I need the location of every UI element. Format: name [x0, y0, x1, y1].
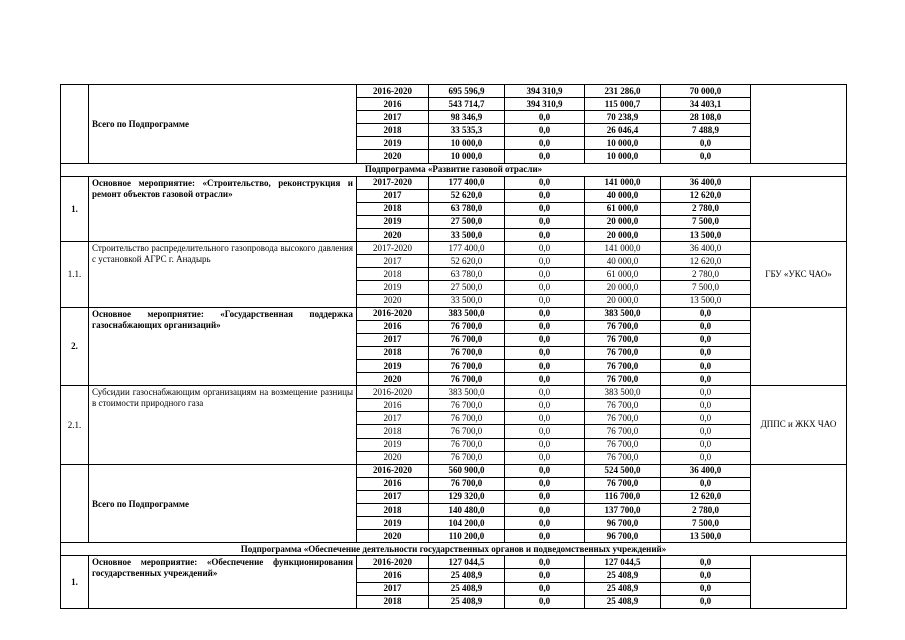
regional-cell: 76 700,0	[585, 346, 661, 359]
total-cell: 25 408,9	[429, 595, 505, 608]
regional-cell: 76 700,0	[585, 477, 661, 490]
regional-cell: 76 700,0	[585, 425, 661, 438]
period-cell: 2017	[357, 189, 429, 202]
other-cell: 70 000,0	[661, 85, 751, 98]
executor-cell	[751, 556, 847, 608]
other-cell: 13 500,0	[661, 530, 751, 543]
item-index	[61, 85, 89, 164]
other-cell: 0,0	[661, 346, 751, 359]
federal-cell: 0,0	[505, 556, 585, 569]
total-cell: 10 000,0	[429, 137, 505, 150]
federal-cell: 394 310,9	[505, 85, 585, 98]
table-row	[61, 464, 847, 477]
regional-cell: 137 700,0	[585, 504, 661, 517]
period-cell: 2016-2020	[357, 85, 429, 98]
federal-cell: 0,0	[505, 255, 585, 268]
total-cell: 52 620,0	[429, 189, 505, 202]
federal-cell: 0,0	[505, 281, 585, 294]
other-cell: 7 500,0	[661, 517, 751, 530]
period-cell: 2018	[357, 595, 429, 608]
total-cell: 76 700,0	[429, 320, 505, 333]
executor-cell	[751, 464, 847, 543]
other-cell: 36 400,0	[661, 464, 751, 477]
period-cell: 2018	[357, 124, 429, 137]
table-row	[61, 176, 847, 189]
period-cell: 2018	[357, 504, 429, 517]
period-cell: 2017	[357, 582, 429, 595]
total-cell: 129 320,0	[429, 490, 505, 503]
period-cell: 2016-2020	[357, 386, 429, 399]
other-cell: 13 500,0	[661, 229, 751, 242]
other-cell: 0,0	[661, 477, 751, 490]
item-name: Основное мероприятие: «Строительство, реконструкция и ремонт объектов газовой отрасли»	[89, 176, 357, 241]
other-cell: 0,0	[661, 373, 751, 386]
other-cell: 0,0	[661, 137, 751, 150]
federal-cell: 0,0	[505, 202, 585, 215]
other-cell: 0,0	[661, 582, 751, 595]
federal-cell: 0,0	[505, 215, 585, 228]
regional-cell: 76 700,0	[585, 359, 661, 372]
period-cell: 2019	[357, 517, 429, 530]
period-cell: 2016	[357, 399, 429, 412]
total-cell: 25 408,9	[429, 569, 505, 582]
total-cell: 33 500,0	[429, 229, 505, 242]
federal-cell: 0,0	[505, 373, 585, 386]
total-cell: 76 700,0	[429, 451, 505, 464]
federal-cell: 0,0	[505, 399, 585, 412]
other-cell: 34 403,1	[661, 98, 751, 111]
total-cell: 76 700,0	[429, 346, 505, 359]
other-cell: 36 400,0	[661, 242, 751, 255]
regional-cell: 96 700,0	[585, 517, 661, 530]
executor-cell	[751, 85, 847, 164]
executor-cell: ДППС и ЖКХ ЧАО	[751, 386, 847, 465]
period-cell: 2016-2020	[357, 556, 429, 569]
regional-cell: 141 000,0	[585, 242, 661, 255]
regional-cell: 40 000,0	[585, 189, 661, 202]
regional-cell: 76 700,0	[585, 373, 661, 386]
total-cell: 76 700,0	[429, 399, 505, 412]
federal-cell: 0,0	[505, 595, 585, 608]
regional-cell: 116 700,0	[585, 490, 661, 503]
total-cell: 27 500,0	[429, 281, 505, 294]
federal-cell: 0,0	[505, 176, 585, 189]
federal-cell: 0,0	[505, 451, 585, 464]
federal-cell: 0,0	[505, 189, 585, 202]
other-cell: 0,0	[661, 438, 751, 451]
regional-cell: 20 000,0	[585, 294, 661, 307]
item-index: 1.	[61, 556, 89, 608]
total-cell: 76 700,0	[429, 438, 505, 451]
total-cell: 27 500,0	[429, 215, 505, 228]
item-name: Основное мероприятие: «Государственная поддержка газоснабжающих организаций»	[89, 307, 357, 386]
regional-cell: 115 000,7	[585, 98, 661, 111]
other-cell: 0,0	[661, 412, 751, 425]
regional-cell: 76 700,0	[585, 399, 661, 412]
subprogram-heading: Подпрограмма «Развитие газовой отрасли»	[61, 163, 847, 176]
regional-cell: 61 000,0	[585, 268, 661, 281]
regional-cell: 25 408,9	[585, 595, 661, 608]
item-index: 2.	[61, 307, 89, 386]
other-cell: 0,0	[661, 556, 751, 569]
other-cell: 13 500,0	[661, 294, 751, 307]
period-cell: 2016	[357, 320, 429, 333]
table-row	[61, 242, 847, 255]
regional-cell: 20 000,0	[585, 215, 661, 228]
federal-cell: 0,0	[505, 294, 585, 307]
table-row	[61, 556, 847, 569]
period-cell: 2018	[357, 346, 429, 359]
total-cell: 63 780,0	[429, 268, 505, 281]
other-cell: 36 400,0	[661, 176, 751, 189]
federal-cell: 0,0	[505, 359, 585, 372]
federal-cell: 394 310,9	[505, 98, 585, 111]
regional-cell: 10 000,0	[585, 137, 661, 150]
federal-cell: 0,0	[505, 386, 585, 399]
federal-cell: 0,0	[505, 425, 585, 438]
other-cell: 0,0	[661, 451, 751, 464]
federal-cell: 0,0	[505, 569, 585, 582]
subprogram-heading-row	[61, 163, 847, 176]
regional-cell: 40 000,0	[585, 255, 661, 268]
regional-cell: 25 408,9	[585, 582, 661, 595]
period-cell: 2020	[357, 373, 429, 386]
total-cell: 104 200,0	[429, 517, 505, 530]
period-cell: 2016-2020	[357, 307, 429, 320]
period-cell: 2020	[357, 451, 429, 464]
federal-cell: 0,0	[505, 320, 585, 333]
total-cell: 177 400,0	[429, 176, 505, 189]
other-cell: 2 780,0	[661, 202, 751, 215]
federal-cell: 0,0	[505, 582, 585, 595]
total-cell: 76 700,0	[429, 333, 505, 346]
period-cell: 2017	[357, 255, 429, 268]
other-cell: 0,0	[661, 386, 751, 399]
federal-cell: 0,0	[505, 438, 585, 451]
total-cell: 383 500,0	[429, 386, 505, 399]
item-name: Строительство распределительного газопровода высокого давления с установкой АГРС г. Анадырь	[89, 242, 357, 307]
federal-cell: 0,0	[505, 346, 585, 359]
table-row	[61, 85, 847, 98]
other-cell: 0,0	[661, 595, 751, 608]
other-cell: 12 620,0	[661, 255, 751, 268]
item-index: 1.1.	[61, 242, 89, 307]
federal-cell: 0,0	[505, 517, 585, 530]
total-cell: 543 714,7	[429, 98, 505, 111]
period-cell: 2019	[357, 359, 429, 372]
other-cell: 2 780,0	[661, 504, 751, 517]
item-name: Всего по Подпрограмме	[89, 464, 357, 543]
other-cell: 0,0	[661, 569, 751, 582]
other-cell: 7 500,0	[661, 281, 751, 294]
period-cell: 2017	[357, 490, 429, 503]
federal-cell: 0,0	[505, 307, 585, 320]
other-cell: 2 780,0	[661, 268, 751, 281]
federal-cell: 0,0	[505, 229, 585, 242]
federal-cell: 0,0	[505, 504, 585, 517]
total-cell: 76 700,0	[429, 412, 505, 425]
federal-cell: 0,0	[505, 124, 585, 137]
other-cell: 0,0	[661, 320, 751, 333]
regional-cell: 25 408,9	[585, 569, 661, 582]
total-cell: 25 408,9	[429, 582, 505, 595]
period-cell: 2017	[357, 111, 429, 124]
total-cell: 33 535,3	[429, 124, 505, 137]
federal-cell: 0,0	[505, 477, 585, 490]
other-cell: 0,0	[661, 359, 751, 372]
executor-cell	[751, 307, 847, 386]
total-cell: 76 700,0	[429, 477, 505, 490]
regional-cell: 61 000,0	[585, 202, 661, 215]
federal-cell: 0,0	[505, 242, 585, 255]
period-cell: 2016	[357, 569, 429, 582]
total-cell: 98 346,9	[429, 111, 505, 124]
regional-cell: 524 500,0	[585, 464, 661, 477]
total-cell: 177 400,0	[429, 242, 505, 255]
federal-cell: 0,0	[505, 464, 585, 477]
other-cell: 12 620,0	[661, 189, 751, 202]
period-cell: 2016	[357, 98, 429, 111]
period-cell: 2017	[357, 412, 429, 425]
regional-cell: 70 238,9	[585, 111, 661, 124]
executor-cell: ГБУ «УКС ЧАО»	[751, 242, 847, 307]
total-cell: 140 480,0	[429, 504, 505, 517]
period-cell: 2017-2020	[357, 242, 429, 255]
period-cell: 2018	[357, 425, 429, 438]
other-cell: 0,0	[661, 150, 751, 163]
item-name: Субсидии газоснабжающим организациям на возмещение разницы в стоимости природного газа	[89, 386, 357, 465]
subprogram-heading-row	[61, 543, 847, 556]
other-cell: 7 500,0	[661, 215, 751, 228]
total-cell: 76 700,0	[429, 373, 505, 386]
other-cell: 0,0	[661, 425, 751, 438]
period-cell: 2019	[357, 438, 429, 451]
total-cell: 560 900,0	[429, 464, 505, 477]
regional-cell: 20 000,0	[585, 281, 661, 294]
period-cell: 2017-2020	[357, 176, 429, 189]
federal-cell: 0,0	[505, 137, 585, 150]
regional-cell: 76 700,0	[585, 333, 661, 346]
other-cell: 0,0	[661, 307, 751, 320]
regional-cell: 10 000,0	[585, 150, 661, 163]
item-index: 2.1.	[61, 386, 89, 465]
budget-table	[60, 84, 847, 609]
total-cell: 695 596,9	[429, 85, 505, 98]
period-cell: 2020	[357, 229, 429, 242]
regional-cell: 20 000,0	[585, 229, 661, 242]
subprogram-heading: Подпрограмма «Обеспечение деятельности государственных органов и подведомственных учреждений»	[61, 543, 847, 556]
total-cell: 383 500,0	[429, 307, 505, 320]
regional-cell: 76 700,0	[585, 438, 661, 451]
regional-cell: 76 700,0	[585, 412, 661, 425]
regional-cell: 127 044,5	[585, 556, 661, 569]
period-cell: 2018	[357, 202, 429, 215]
total-cell: 33 500,0	[429, 294, 505, 307]
other-cell: 12 620,0	[661, 490, 751, 503]
other-cell: 0,0	[661, 399, 751, 412]
table-row	[61, 386, 847, 399]
period-cell: 2018	[357, 268, 429, 281]
federal-cell: 0,0	[505, 150, 585, 163]
period-cell: 2017	[357, 333, 429, 346]
total-cell: 10 000,0	[429, 150, 505, 163]
federal-cell: 0,0	[505, 333, 585, 346]
period-cell: 2019	[357, 215, 429, 228]
regional-cell: 383 500,0	[585, 386, 661, 399]
federal-cell: 0,0	[505, 111, 585, 124]
period-cell: 2019	[357, 281, 429, 294]
total-cell: 52 620,0	[429, 255, 505, 268]
period-cell: 2020	[357, 294, 429, 307]
regional-cell: 231 286,0	[585, 85, 661, 98]
regional-cell: 76 700,0	[585, 451, 661, 464]
item-name: Всего по Подпрограмме	[89, 85, 357, 164]
total-cell: 76 700,0	[429, 425, 505, 438]
regional-cell: 96 700,0	[585, 530, 661, 543]
federal-cell: 0,0	[505, 268, 585, 281]
other-cell: 0,0	[661, 333, 751, 346]
federal-cell: 0,0	[505, 490, 585, 503]
total-cell: 76 700,0	[429, 359, 505, 372]
total-cell: 127 044,5	[429, 556, 505, 569]
period-cell: 2016	[357, 477, 429, 490]
regional-cell: 76 700,0	[585, 320, 661, 333]
federal-cell: 0,0	[505, 530, 585, 543]
other-cell: 7 488,9	[661, 124, 751, 137]
period-cell: 2016-2020	[357, 464, 429, 477]
federal-cell: 0,0	[505, 412, 585, 425]
total-cell: 110 200,0	[429, 530, 505, 543]
item-name: Основное мероприятие: «Обеспечение функционирования государственных учреждений»	[89, 556, 357, 608]
regional-cell: 383 500,0	[585, 307, 661, 320]
table-row	[61, 307, 847, 320]
item-index: 1.	[61, 176, 89, 241]
other-cell: 28 108,0	[661, 111, 751, 124]
period-cell: 2019	[357, 137, 429, 150]
period-cell: 2020	[357, 530, 429, 543]
item-index	[61, 464, 89, 543]
executor-cell	[751, 176, 847, 241]
period-cell: 2020	[357, 150, 429, 163]
regional-cell: 26 046,4	[585, 124, 661, 137]
regional-cell: 141 000,0	[585, 176, 661, 189]
total-cell: 63 780,0	[429, 202, 505, 215]
